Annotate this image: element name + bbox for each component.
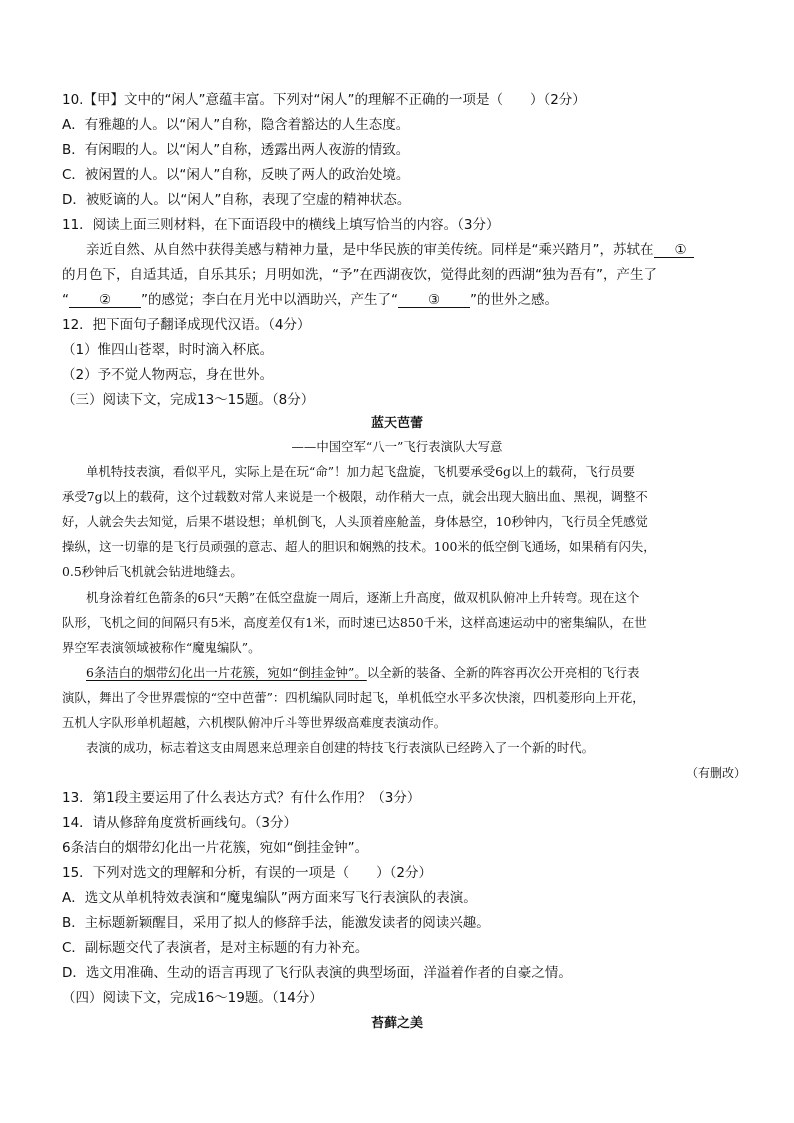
blank-3: ③ (398, 290, 470, 310)
question-13-stem: 13．第1段主要运用了什么表达方式？有什么作用？（3分） (62, 790, 421, 806)
paragraph-1-line-1: 单机特技表演，看似平凡，实际上是在玩“命”！加力起飞盘旋，飞机要承受6g以上的载荷，飞行员要 (86, 464, 635, 479)
question-15-option-d: D．选文用准确、生动的语言再现了飞行队表演的典型场面，洋溢着作者的自豪之情。 (62, 965, 572, 981)
question-15-option-b: B．主标题新颖醒目，采用了拟人的修辞手法，能激发读者的阅读兴趣。 (62, 915, 490, 931)
paragraph-4: 表演的成功，标志着这支由周恩来总理亲自创建的特技飞行表演队已经跨入了一个新的时代。 (86, 740, 595, 755)
question-10-option-d: D．被贬谪的人。以“闲人”自称，表现了空虚的精神状态。 (62, 192, 411, 208)
source-note: （有删改） (685, 766, 746, 780)
question-10-stem: 10.【甲】文中的“闲人”意蕴丰富。下列对“闲人”的理解不正确的一项是（ ）（2分） (62, 92, 586, 108)
question-11-line-1: 亲近自然、从自然中获得美感与精神力量，是中华民族的审美传统。同样是“乘兴踏月”，苏轼在 ① (86, 240, 694, 260)
question-12-sentence-2: （2）予不觉人物两忘，身在世外。 (62, 367, 274, 383)
paragraph-3-line-1: 6条洁白的烟带幻化出一片花簇，宛如“倒挂金钟”。以全新的装备、全新的阵容再次公开亮相的飞行表 (86, 665, 640, 680)
question-14-stem: 14．请从修辞角度赏析画线句。（3分） (62, 815, 298, 831)
paragraph-3-line-2: 演队，舞出了令世界震惊的“空中芭蕾”：四机编队同时起飞，单机低空水平多次快滚，四机菱形向上开花， (62, 690, 645, 705)
blank-1: ① (654, 240, 694, 260)
article-subtitle: ——中国空军“八一”飞行表演队大写意 (291, 439, 503, 454)
blank-2: ② (69, 290, 141, 310)
question-10-option-c: C．被闲置的人。以“闲人”自称，反映了两人的政治处境。 (62, 167, 410, 183)
section-4-heading: （四）阅读下文，完成16～19题。（14分） (62, 990, 323, 1006)
paragraph-2-line-1: 机身涂着红色箭条的6只“天鹅”在低空盘旋一周后，逐渐上升高度，做双机队俯冲上升转弯。现在这个 (86, 590, 640, 605)
paragraph-3-line-3: 五机人字队形单机超越，六机楔队俯冲斤斗等世界级高难度表演动作。 (62, 715, 447, 730)
question-11-stem: 11．阅读上面三则材料，在下面语段中的横线上填写恰当的内容。（3分） (62, 217, 500, 233)
question-12-stem: 12．把下面句子翻译成现代汉语。（4分） (62, 317, 311, 333)
paragraph-1-line-2: 承受7g以上的载荷，这个过载数对常人来说是一个极限，动作稍大一点，就会出现大脑出血、黑视，调整不 (62, 489, 648, 504)
paragraph-2-line-2: 队形，飞机之间的间隔只有5米，高度差仅有1米，而时速已达850千米，这样高速运动中的密集编队，在世 (62, 615, 647, 630)
question-12-sentence-1: （1）惟四山苍翠，时时滴入杯底。 (62, 342, 274, 358)
article-2-title: 苔藓之美 (370, 1016, 423, 1031)
question-15-option-a: A．选文从单机特效表演和“魔鬼编队”两方面来写飞行表演队的表演。 (62, 890, 477, 906)
article-title: 蓝天芭蕾 (370, 416, 423, 431)
underlined-sentence: 6条洁白的烟带幻化出一片花簇，宛如“倒挂金钟”。 (86, 665, 367, 680)
question-11-line-2: 的月色下，自适其适，自乐其乐；月明如洗，“予”在西湖夜饮，觉得此刻的西湖“独为吾有”，产生了 (62, 267, 657, 283)
section-3-heading: （三）阅读下文，完成13～15题。（8分） (62, 392, 315, 408)
paragraph-2-line-3: 界空军表演领域被称作“魔鬼编队”。 (62, 640, 261, 655)
question-15-stem: 15．下列对选文的理解和分析，有误的一项是（ ）（2分） (62, 865, 433, 881)
question-11-line-3: “ ② ”的感觉；李白在月光中以酒助兴，产生了“ ③ ”的世外之感。 (62, 292, 558, 308)
paragraph-1-line-3: 好，人就会失去知觉，后果不堪设想；单机倒飞，人头顶着座舱盖，身体悬空，10秒钟内，飞行员全凭感觉 (62, 514, 648, 529)
question-15-option-c: C．副标题交代了表演者，是对主标题的有力补充。 (62, 940, 369, 956)
question-10-option-b: B．有闲暇的人。以“闲人”自称，透露出两人夜游的情致。 (62, 142, 410, 158)
paragraph-1-line-4: 操纵，这一切靠的是飞行员顽强的意志、超人的胆识和娴熟的技术。100米的低空倒飞通场，如果稍有闪失， (62, 539, 656, 554)
paragraph-1-line-5: 0.5秒钟后飞机就会钻进地缝去。 (62, 564, 243, 579)
question-10-option-a: A．有雅趣的人。以“闲人”自称，隐含着豁达的人生态度。 (62, 117, 410, 133)
question-14-quote: 6条洁白的烟带幻化出一片花簇，宛如“倒挂金钟”。 (62, 840, 369, 856)
